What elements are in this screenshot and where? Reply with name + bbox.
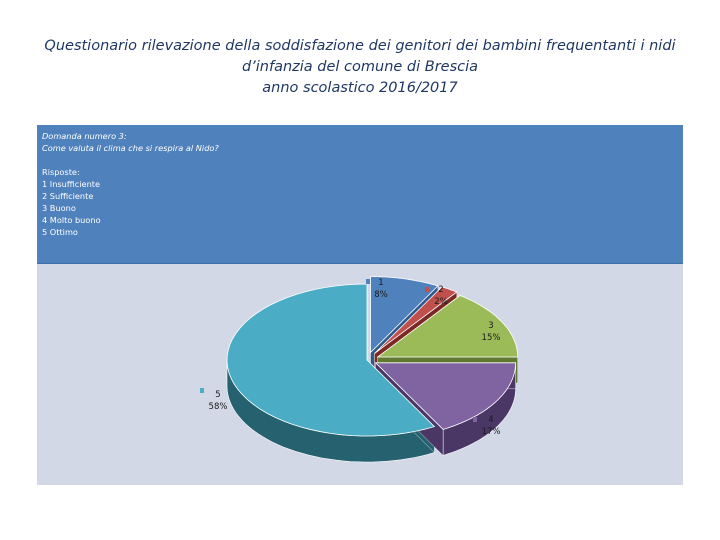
- data-label-category-4: 4: [488, 415, 494, 425]
- data-label-category-1: 1: [378, 278, 384, 288]
- data-label-value-3: 15%: [481, 333, 501, 343]
- answer-option-4: 4 Molto buono: [42, 215, 101, 225]
- title-line-1: Questionario rilevazione della soddisfazione dei genitori dei bambini frequentanti i nidi: [44, 38, 676, 54]
- slide-title: [0, 36, 720, 99]
- answer-option-1: 1 Insufficiente: [42, 179, 101, 189]
- data-label-marker-2: [425, 287, 429, 292]
- data-label-value-5: 58%: [208, 402, 228, 412]
- question-text: Come valuta il clima che si respira al Nido?: [42, 143, 219, 153]
- data-label-category-2: 2: [438, 285, 444, 295]
- pie-chart: [37, 125, 683, 485]
- answer-option-3: 3 Buono: [42, 203, 76, 213]
- data-label-marker-5: [200, 388, 204, 393]
- data-label-value-2: 2%: [434, 297, 448, 307]
- data-label-marker-3: [467, 322, 471, 327]
- title-line-3: anno scolastico 2016/2017: [262, 80, 458, 96]
- answer-option-2: 2 Sufficiente: [42, 191, 94, 201]
- data-label-category-5: 5: [215, 390, 221, 400]
- question-label: Domanda numero 3:: [42, 131, 127, 141]
- chart-area: [37, 125, 683, 485]
- data-label-marker-4: [473, 417, 477, 422]
- data-label-value-1: 8%: [374, 290, 388, 300]
- data-label-marker-1: [366, 279, 370, 284]
- answers-heading: Risposte:: [42, 167, 80, 177]
- data-label-value-4: 17%: [481, 427, 501, 437]
- data-label-category-3: 3: [488, 321, 494, 331]
- title-line-2: d’infanzia del comune di Brescia: [241, 59, 479, 75]
- answer-option-5: 5 Ottimo: [42, 227, 78, 237]
